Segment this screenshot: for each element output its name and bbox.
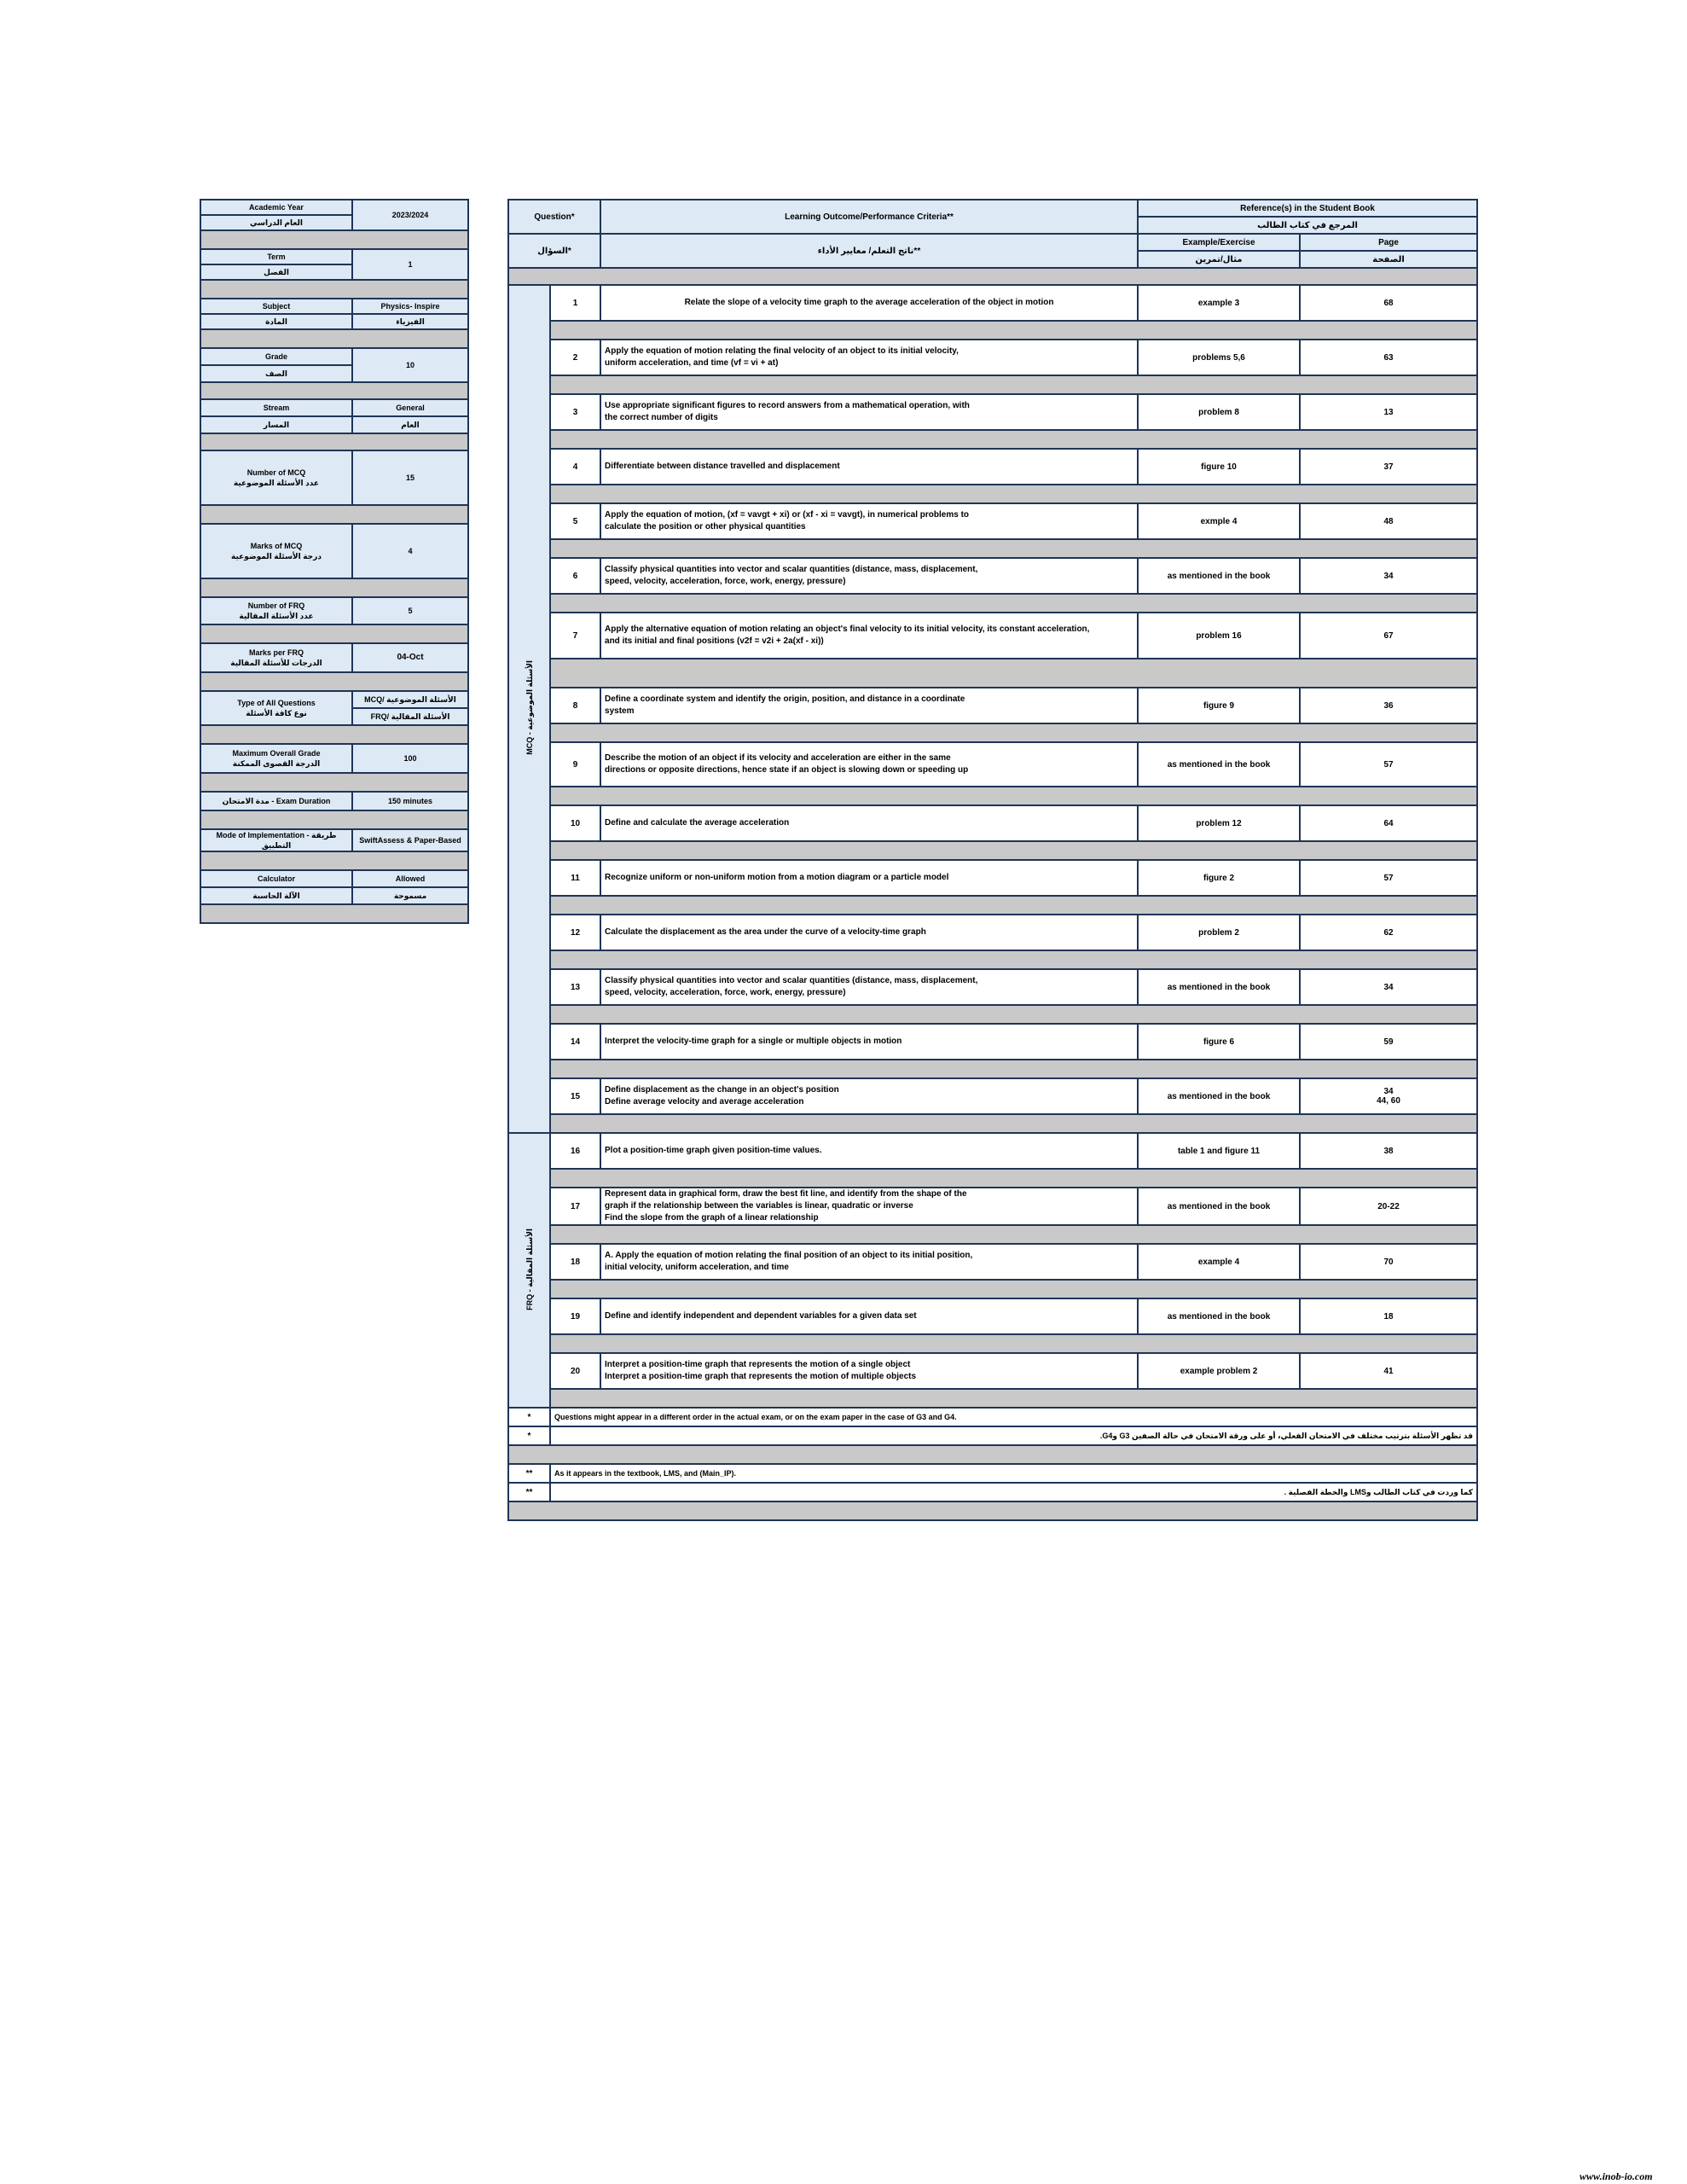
outcome-header: Learning Outcome/Performance Criteria**	[600, 200, 1138, 234]
page-number: 64	[1383, 818, 1394, 828]
page-reference	[1300, 805, 1477, 841]
page-reference	[1300, 449, 1477, 485]
calculator-label-ar: الآلة الحاسبة	[200, 887, 352, 904]
example-reference: problem 12	[1138, 805, 1300, 841]
outcome-line: Recognize uniform or non-uniform motion from a motion diagram or a particle model	[605, 873, 949, 882]
frq-section-label	[508, 1133, 550, 1408]
example-header: Example/Exercise	[1138, 234, 1300, 251]
spacer-row	[508, 268, 1477, 285]
note-text: Questions might appear in a different order in the actual exam, or on the exam paper in the case of G3 and G4.	[550, 1408, 1477, 1426]
learning-outcome	[600, 915, 1138, 950]
max-grade-label	[200, 744, 352, 773]
num-frq-value: 5	[352, 597, 468, 624]
table-row	[508, 1298, 1477, 1334]
subject-label-ar: المادة	[200, 314, 352, 329]
outcome-line: Relate the slope of a velocity time graph to the average acceleration of the object in motion	[684, 298, 1054, 307]
grade-value: 10	[352, 348, 468, 382]
question-number: 4	[550, 449, 600, 485]
spacer-row	[200, 505, 468, 524]
spacer-row	[200, 382, 468, 399]
example-reference: example problem 2	[1138, 1353, 1300, 1389]
subject-value-ar: الفيزياء	[352, 314, 468, 329]
learning-outcome	[600, 860, 1138, 896]
learning-outcome	[600, 503, 1138, 539]
spacer-row	[200, 578, 468, 597]
outcome-line: Classify physical quantities into vector and scalar quantities (distance, mass, displacement,	[605, 976, 978, 985]
question-number: 8	[550, 688, 600, 723]
spacer-cell	[550, 375, 1477, 394]
spacer-row	[508, 896, 1477, 915]
question-number: 2	[550, 340, 600, 375]
learning-outcome	[600, 1078, 1138, 1114]
outcome-line: initial velocity, uniform acceleration, and time	[605, 1263, 789, 1272]
num-frq-label-en: Number of FRQ	[247, 601, 305, 610]
outcome-line: Apply the alternative equation of motion relating an object's final velocity to its initial velocity, its constant acceleration,	[605, 624, 1090, 634]
marks-frq-label-ar: الدرجات للأسئلة المقالية	[230, 659, 322, 667]
table-row	[508, 1188, 1477, 1225]
spacer-row	[508, 539, 1477, 558]
type-value-frq: FRQ/ الأسئلة المقالية	[352, 708, 468, 725]
outcome-line: Calculate the displacement as the area under the curve of a velocity-time graph	[605, 927, 926, 937]
example-reference: problem 8	[1138, 394, 1300, 430]
spacer-row	[200, 280, 468, 299]
outcome-line: Plot a position-time graph given position-time values.	[605, 1146, 822, 1155]
page-number: 36	[1383, 700, 1394, 711]
spacer-row	[508, 485, 1477, 503]
reference-header-ar: المرجع في كتاب الطالب	[1138, 217, 1477, 234]
spacer-row	[508, 1169, 1477, 1188]
term-label-ar: الفصل	[200, 264, 352, 280]
spacer-row	[508, 1114, 1477, 1133]
spacer-cell	[550, 539, 1477, 558]
page-reference	[1300, 688, 1477, 723]
spacer-row	[200, 624, 468, 643]
marks-mcq-label	[200, 524, 352, 578]
spacer-row	[508, 1225, 1477, 1244]
learning-outcome	[600, 1353, 1138, 1389]
outcome-line: system	[605, 706, 635, 716]
outcome-header-ar: ناتج التعلم/ معايير الأداء**	[600, 234, 1138, 268]
spacer-cell	[550, 1060, 1477, 1078]
marks-mcq-value: 4	[352, 524, 468, 578]
spacer-cell	[550, 1114, 1477, 1133]
page-reference	[1300, 1244, 1477, 1280]
outcome-line: Apply the equation of motion relating the final velocity of an object to its initial velocity,	[605, 346, 959, 356]
page-number: 68	[1383, 298, 1394, 308]
learning-outcome	[600, 394, 1138, 430]
question-number: 7	[550, 613, 600, 659]
page-number: 41	[1383, 1366, 1394, 1376]
spacer-cell	[508, 1502, 1477, 1520]
outcome-line: calculate the position or other physical quantities	[605, 522, 806, 531]
num-mcq-label	[200, 450, 352, 505]
outcome-line: Apply the equation of motion, (xf = vavgt + xi) or (xf - xi = vavgt), in numerical problems to	[605, 510, 970, 520]
spacer-cell	[508, 1445, 1477, 1464]
outcome-line: graph if the relationship between the variables is linear, quadratic or inverse	[605, 1201, 913, 1211]
page-header: Page	[1300, 234, 1477, 251]
calculator-value-ar: مسموحة	[352, 887, 468, 904]
note-row	[508, 1408, 1477, 1426]
spacer-row	[508, 1445, 1477, 1464]
question-number: 17	[550, 1188, 600, 1225]
page-reference	[1300, 394, 1477, 430]
note-row	[508, 1464, 1477, 1483]
table-row	[508, 1024, 1477, 1060]
page-number: 63	[1383, 352, 1394, 363]
learning-outcome	[600, 613, 1138, 659]
mcq-section-text: MCQ - الأسئلة الموضوعية	[525, 660, 534, 755]
term-label: Term	[200, 249, 352, 264]
outcome-line: Find the slope from the graph of a linear relationship	[605, 1213, 819, 1223]
note-row	[508, 1426, 1477, 1445]
example-reference: as mentioned in the book	[1138, 742, 1300, 787]
mode-label: Mode of Implementation - طريقة التطبيق	[200, 829, 352, 851]
page-number: 34	[1383, 982, 1394, 992]
footer-watermark: www.inob-io.com	[1580, 2170, 1653, 2182]
outcome-line: the correct number of digits	[605, 413, 718, 422]
learning-outcome	[600, 1244, 1138, 1280]
spacer-cell	[550, 659, 1477, 688]
table-row	[508, 742, 1477, 787]
outcome-line: speed, velocity, acceleration, force, work, energy, pressure)	[605, 577, 846, 586]
learning-outcome	[600, 285, 1138, 321]
spacer-row	[508, 1502, 1477, 1520]
page-number: 18	[1383, 1311, 1394, 1321]
outcome-line: and its initial and final positions (v2f = v2i + 2a(xf - xi))	[605, 636, 824, 646]
learning-outcome	[600, 688, 1138, 723]
num-frq-label	[200, 597, 352, 624]
question-number: 20	[550, 1353, 600, 1389]
academic-year-value: 2023/2024	[352, 200, 468, 230]
note-mark: **	[508, 1483, 550, 1502]
spacer-row	[508, 321, 1477, 340]
note-text: قد تظهر الأسئلة بترتيب مختلف في الامتحان الفعلي، أو على ورقة الامتحان في حالة الصفين G3 وG4.	[550, 1426, 1477, 1445]
table-row	[508, 860, 1477, 896]
exam-specification-table	[507, 199, 1478, 1521]
learning-outcome	[600, 449, 1138, 485]
marks-frq-label-en: Marks per FRQ	[248, 648, 304, 657]
learning-outcome	[600, 1188, 1138, 1225]
example-reference: as mentioned in the book	[1138, 558, 1300, 594]
spacer-cell	[550, 1169, 1477, 1188]
page-reference	[1300, 1133, 1477, 1169]
stream-value-ar: العام	[352, 416, 468, 433]
question-header-ar: السؤال*	[508, 234, 600, 268]
page-number: 38	[1383, 1146, 1394, 1156]
page-reference	[1300, 1188, 1477, 1225]
table-row	[508, 285, 1477, 321]
example-reference: problem 2	[1138, 915, 1300, 950]
note-mark: **	[508, 1464, 550, 1483]
question-number: 9	[550, 742, 600, 787]
question-number: 1	[550, 285, 600, 321]
num-frq-label-ar: عدد الأسئلة المقالية	[239, 612, 314, 620]
page-reference	[1300, 340, 1477, 375]
type-label-en: Type of All Questions	[237, 699, 316, 707]
note-text: كما وردت في كتاب الطالب وLMS والخطة الفصلية .	[550, 1483, 1477, 1502]
max-grade-label-en: Maximum Overall Grade	[232, 749, 321, 758]
spacer-row	[200, 904, 468, 923]
table-row	[508, 613, 1477, 659]
spacer-cell	[550, 841, 1477, 860]
spacer-row	[508, 375, 1477, 394]
spacer-cell	[550, 594, 1477, 613]
note-row	[508, 1483, 1477, 1502]
outcome-line: speed, velocity, acceleration, force, work, energy, pressure)	[605, 988, 846, 997]
outcome-line: A. Apply the equation of motion relating the final position of an object to its initial position,	[605, 1251, 973, 1260]
table-row	[508, 805, 1477, 841]
grade-label: Grade	[200, 348, 352, 365]
academic-year-label-ar: العام الدراسي	[200, 215, 352, 230]
page-number: 57	[1383, 759, 1394, 770]
note-text: As it appears in the textbook, LMS, and (Main_IP).	[550, 1464, 1477, 1483]
example-header-ar: مثال/تمرين	[1138, 251, 1300, 268]
type-label-ar: نوع كافة الأسئلة	[246, 709, 307, 717]
page-number: 67	[1383, 630, 1394, 641]
spacer-row	[200, 672, 468, 691]
marks-frq-label	[200, 643, 352, 672]
table-row	[508, 915, 1477, 950]
duration-value: 150 minutes	[352, 792, 468, 810]
spacer-row	[508, 1389, 1477, 1408]
spacer-row	[508, 787, 1477, 805]
question-number: 11	[550, 860, 600, 896]
outcome-line: Represent data in graphical form, draw the best fit line, and identify from the shape of the	[605, 1189, 967, 1199]
grade-label-ar: الصف	[200, 365, 352, 382]
spacer-row	[200, 810, 468, 829]
page-reference	[1300, 285, 1477, 321]
spacer-cell	[550, 321, 1477, 340]
page-reference	[1300, 860, 1477, 896]
page-number: 59	[1383, 1037, 1394, 1047]
subject-value: Physics- Inspire	[352, 299, 468, 314]
spacer-row	[508, 1005, 1477, 1024]
page-number: 44, 60	[1377, 1096, 1400, 1106]
question-number: 16	[550, 1133, 600, 1169]
page-number: 62	[1383, 927, 1394, 938]
type-label	[200, 691, 352, 725]
example-reference: figure 9	[1138, 688, 1300, 723]
max-grade-label-ar: الدرجة القصوى الممكنة	[232, 759, 321, 768]
outcome-line: uniform acceleration, and time (vf = vi + at)	[605, 358, 779, 368]
marks-mcq-label-ar: درجة الأسئلة الموضوعية	[231, 552, 322, 561]
table-row	[508, 1353, 1477, 1389]
outcome-line: Interpret a position-time graph that represents the motion of multiple objects	[605, 1372, 917, 1381]
marks-mcq-label-en: Marks of MCQ	[250, 542, 303, 550]
num-mcq-value: 15	[352, 450, 468, 505]
example-reference: figure 2	[1138, 860, 1300, 896]
table-row	[508, 969, 1477, 1005]
table-row	[508, 558, 1477, 594]
spacer-row	[200, 725, 468, 744]
outcome-line: Define and calculate the average acceleration	[605, 818, 790, 828]
page-number: 48	[1383, 516, 1394, 526]
page-number: 70	[1383, 1257, 1394, 1267]
spacer-row	[508, 723, 1477, 742]
page-reference	[1300, 613, 1477, 659]
question-number: 15	[550, 1078, 600, 1114]
subject-label: Subject	[200, 299, 352, 314]
outcome-line: Define a coordinate system and identify the origin, position, and distance in a coordinate	[605, 694, 965, 704]
table-row	[508, 1133, 1477, 1169]
spacer-row	[200, 773, 468, 792]
exam-info-table	[200, 199, 469, 924]
page-reference	[1300, 503, 1477, 539]
question-number: 19	[550, 1298, 600, 1334]
page-reference	[1300, 742, 1477, 787]
question-number: 14	[550, 1024, 600, 1060]
spacer-row	[508, 430, 1477, 449]
frq-section-text: FRQ - الأسئلة المقالية	[525, 1228, 534, 1310]
mcq-section-label	[508, 285, 550, 1133]
example-reference: example 4	[1138, 1244, 1300, 1280]
calculator-value: Allowed	[352, 870, 468, 887]
spacer-row	[200, 230, 468, 249]
page-number: 37	[1383, 462, 1394, 472]
note-mark: *	[508, 1408, 550, 1426]
spacer-cell	[550, 723, 1477, 742]
num-mcq-label-ar: عدد الأسئلة الموضوعية	[233, 479, 320, 487]
outcome-line: directions or opposite directions, hence state if an object is slowing down or speeding up	[605, 765, 969, 775]
stream-value: General	[352, 399, 468, 416]
question-number: 3	[550, 394, 600, 430]
spacer-row	[508, 659, 1477, 688]
spacer-row	[508, 841, 1477, 860]
max-grade-value: 100	[352, 744, 468, 773]
page-number: 34	[1383, 571, 1394, 581]
learning-outcome	[600, 805, 1138, 841]
example-reference: problems 5,6	[1138, 340, 1300, 375]
question-number: 13	[550, 969, 600, 1005]
outcome-line: Interpret a position-time graph that represents the motion of a single object	[605, 1360, 911, 1369]
table-row	[508, 449, 1477, 485]
table-row	[508, 1078, 1477, 1114]
page-number: 20-22	[1377, 1201, 1400, 1211]
example-reference: as mentioned in the book	[1138, 969, 1300, 1005]
marks-frq-value: 04-Oct	[352, 643, 468, 672]
outcome-line: Define and identify independent and dependent variables for a given data set	[605, 1311, 917, 1321]
learning-outcome	[600, 1024, 1138, 1060]
spacer-cell	[550, 430, 1477, 449]
spacer-cell	[550, 787, 1477, 805]
spacer-row	[508, 950, 1477, 969]
outcome-line: Define average velocity and average acceleration	[605, 1097, 804, 1107]
reference-header: Reference(s) in the Student Book	[1138, 200, 1477, 217]
question-number: 5	[550, 503, 600, 539]
outcome-line: Define displacement as the change in an object's position	[605, 1085, 839, 1095]
stream-label: Stream	[200, 399, 352, 416]
note-mark: *	[508, 1426, 550, 1445]
spacer-row	[508, 594, 1477, 613]
example-reference: as mentioned in the book	[1138, 1078, 1300, 1114]
spacer-row	[200, 851, 468, 870]
spacer-cell	[550, 485, 1477, 503]
spacer-row	[200, 433, 468, 450]
outcome-line: Describe the motion of an object if its velocity and acceleration are either in the same	[605, 753, 951, 763]
table-row	[508, 394, 1477, 430]
example-reference: figure 10	[1138, 449, 1300, 485]
page-number: 13	[1383, 407, 1394, 417]
spacer-cell	[550, 1389, 1477, 1408]
learning-outcome	[600, 742, 1138, 787]
example-reference: problem 16	[1138, 613, 1300, 659]
question-number: 18	[550, 1244, 600, 1280]
example-reference: exmple 4	[1138, 503, 1300, 539]
table-row	[508, 340, 1477, 375]
academic-year-label: Academic Year	[200, 200, 352, 215]
duration-label: مدة الامتحان - Exam Duration	[200, 792, 352, 810]
spacer-row	[200, 329, 468, 348]
type-value-mcq: MCQ/ الأسئلة الموضوعية	[352, 691, 468, 708]
spacer-row	[508, 1280, 1477, 1298]
spacer-cell	[550, 896, 1477, 915]
outcome-line: Differentiate between distance travelled and displacement	[605, 462, 840, 471]
num-mcq-label-en: Number of MCQ	[246, 468, 306, 477]
page-reference	[1300, 1298, 1477, 1334]
outcome-line: Interpret the velocity-time graph for a single or multiple objects in motion	[605, 1037, 902, 1046]
outcome-line: Use appropriate significant figures to record answers from a mathematical operation, with	[605, 401, 970, 410]
spacer-cell	[550, 1225, 1477, 1244]
page-reference	[1300, 1078, 1477, 1114]
page-reference	[1300, 1353, 1477, 1389]
spacer-row	[508, 1334, 1477, 1353]
question-header: Question*	[508, 200, 600, 234]
page-reference	[1300, 1024, 1477, 1060]
question-number: 12	[550, 915, 600, 950]
outcome-line: Classify physical quantities into vector and scalar quantities (distance, mass, displacement,	[605, 565, 978, 574]
spacer-row	[508, 1060, 1477, 1078]
learning-outcome	[600, 1298, 1138, 1334]
page-header-ar: الصفحة	[1300, 251, 1477, 268]
example-reference: example 3	[1138, 285, 1300, 321]
stream-label-ar: المسار	[200, 416, 352, 433]
example-reference: as mentioned in the book	[1138, 1298, 1300, 1334]
spacer-cell	[550, 1280, 1477, 1298]
learning-outcome	[600, 1133, 1138, 1169]
table-row	[508, 503, 1477, 539]
mode-value: SwiftAssess & Paper-Based	[352, 829, 468, 851]
learning-outcome	[600, 340, 1138, 375]
page-number: 34	[1383, 1087, 1394, 1096]
page-number: 57	[1383, 873, 1394, 883]
page-reference	[1300, 969, 1477, 1005]
calculator-label: Calculator	[200, 870, 352, 887]
page-reference	[1300, 558, 1477, 594]
example-reference: figure 6	[1138, 1024, 1300, 1060]
spacer-cell	[550, 950, 1477, 969]
table-row	[508, 688, 1477, 723]
example-reference: table 1 and figure 11	[1138, 1133, 1300, 1169]
spacer-cell	[550, 1334, 1477, 1353]
question-number: 6	[550, 558, 600, 594]
page-reference	[1300, 915, 1477, 950]
learning-outcome	[600, 969, 1138, 1005]
question-number: 10	[550, 805, 600, 841]
example-reference: as mentioned in the book	[1138, 1188, 1300, 1225]
table-row	[508, 1244, 1477, 1280]
learning-outcome	[600, 558, 1138, 594]
spacer-cell	[550, 1005, 1477, 1024]
term-value: 1	[352, 249, 468, 280]
